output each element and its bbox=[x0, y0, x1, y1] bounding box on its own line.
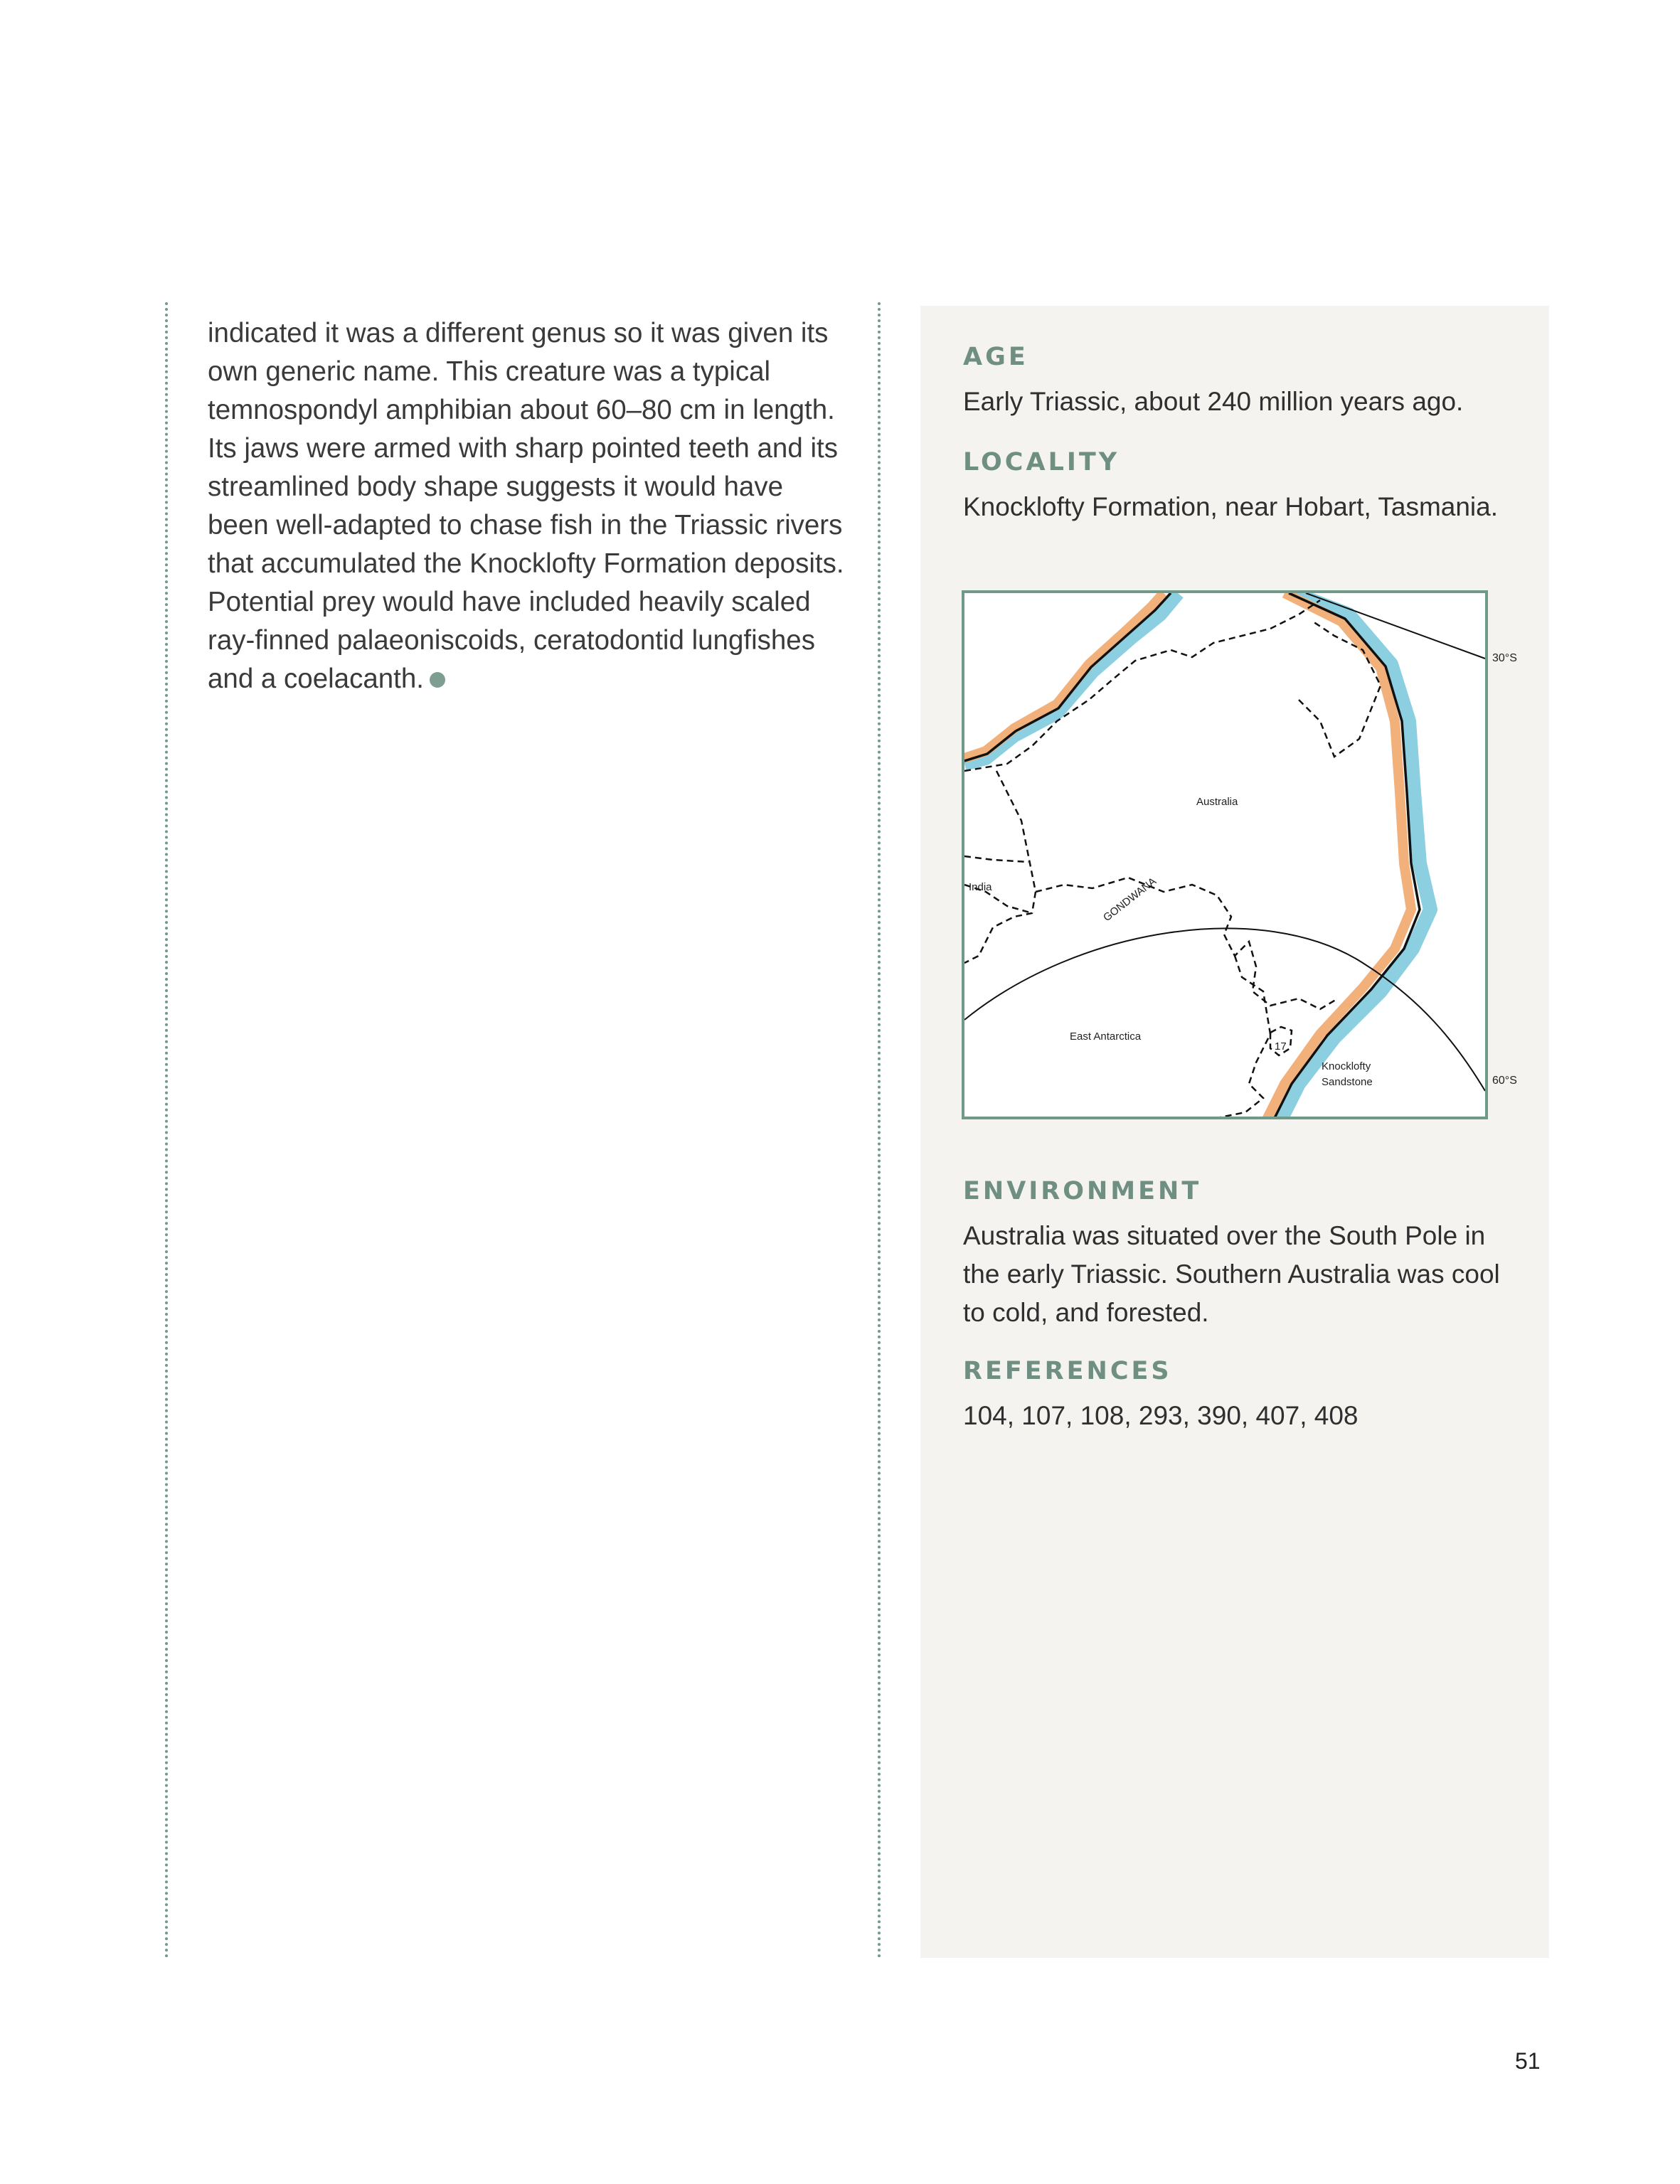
coast-blue-band bbox=[964, 593, 1430, 1119]
column-rule-middle bbox=[878, 302, 881, 1959]
age-text: Early Triassic, about 240 million years ago. bbox=[963, 387, 1464, 416]
label-sandstone: Sandstone bbox=[1322, 1076, 1373, 1088]
latitude-30S-line bbox=[1306, 593, 1485, 659]
fact-sidebar bbox=[920, 306, 1549, 1958]
locality-heading: LOCALITY bbox=[963, 448, 1120, 476]
label-lat-30s: 30°S bbox=[1492, 652, 1517, 664]
map-drawing bbox=[964, 593, 1517, 1117]
locality-text: Knocklofty Formation, near Hobart, Tasmania. bbox=[963, 492, 1498, 521]
age-heading: AGE bbox=[963, 343, 1028, 371]
label-lat-60s: 60°S bbox=[1492, 1075, 1517, 1087]
label-east-antarctica: East Antarctica bbox=[1070, 1030, 1142, 1043]
shelf-orange-band bbox=[964, 593, 1411, 1119]
label-india: India bbox=[969, 881, 992, 893]
dashed-outline-antarctica bbox=[1210, 956, 1270, 1119]
coastline bbox=[964, 593, 1420, 1119]
body-paragraph bbox=[208, 314, 848, 698]
environment-heading: ENVIRONMENT bbox=[963, 1177, 1202, 1205]
dashed-outline-australia bbox=[964, 600, 1381, 963]
page-number: 51 bbox=[1515, 2048, 1541, 2074]
dashed-outline-gondwana bbox=[1036, 878, 1338, 1009]
label-knocklofty: Knocklofty bbox=[1322, 1060, 1371, 1072]
references-text: 104, 107, 108, 293, 390, 407, 408 bbox=[963, 1401, 1359, 1430]
end-mark-dot bbox=[430, 672, 445, 688]
label-gondwana: GONDWANA bbox=[1100, 875, 1159, 925]
column-rule-left bbox=[165, 302, 168, 1959]
label-australia: Australia bbox=[1196, 796, 1238, 808]
body-text: indicated it was a different genus so it was given its own generic name. This creature was a typical temnospondyl amphibian about 60–80 cm in length. Its jaws were armed with sharp pointed teeth and its streamlined body shape suggests it would have been well-adapted to chase fish in the Triassic rivers that accumulated the Knocklofty Formation deposits. Potential prey would have included heavily scaled ray-finned palaeoniscoids, ceratodontid lungfishes and a coelacanth. bbox=[208, 318, 844, 694]
label-site-number: 17 bbox=[1275, 1040, 1287, 1053]
palaeogeographic-map bbox=[962, 590, 1517, 1119]
environment-text: Australia was situated over the South Pole in the early Triassic. Southern Australia was cool to cold, and forested. bbox=[963, 1221, 1500, 1327]
references-heading: REFERENCES bbox=[963, 1357, 1172, 1385]
